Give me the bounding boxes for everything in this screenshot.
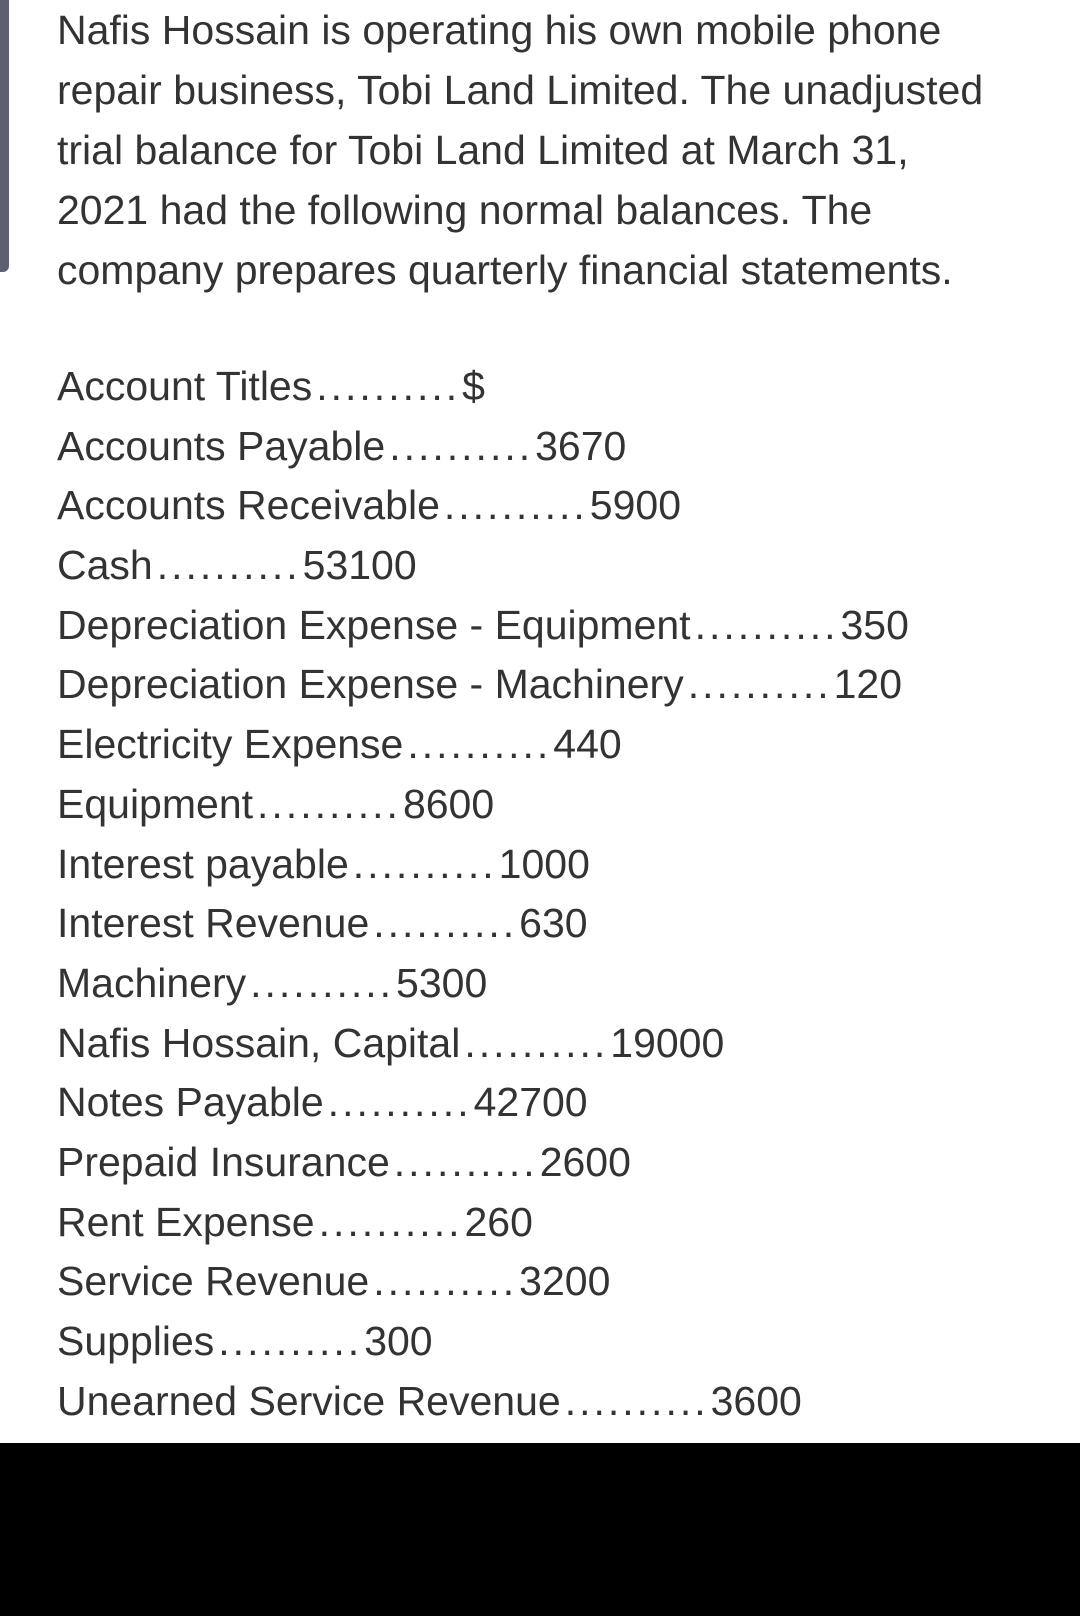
- dot-leader: ..........: [257, 780, 401, 827]
- account-value: 630: [519, 900, 588, 947]
- trial-balance-list: [57, 357, 1067, 1431]
- dot-leader: ..........: [250, 959, 395, 1006]
- account-value: 19000: [610, 1019, 725, 1066]
- dot-leader: ..........: [687, 661, 832, 708]
- account-value: $: [462, 363, 485, 409]
- dot-leader: ..........: [327, 1079, 472, 1126]
- account-label: Equipment: [57, 780, 254, 827]
- trial-balance-row: [57, 536, 1067, 596]
- account-value: 1000: [498, 840, 590, 887]
- account-value: 260: [464, 1198, 533, 1245]
- account-value: 3600: [710, 1377, 802, 1424]
- trial-balance-row: [57, 655, 1067, 715]
- dot-leader: ..........: [564, 1377, 709, 1424]
- account-label: Interest payable: [57, 840, 349, 887]
- account-value: 350: [840, 601, 909, 648]
- dot-leader: ..........: [373, 900, 518, 947]
- account-label: Nafis Hossain, Capital: [57, 1019, 461, 1066]
- account-label: Accounts Payable: [57, 422, 386, 469]
- account-value: 440: [553, 721, 622, 768]
- trial-balance-row: [57, 1193, 1067, 1253]
- dot-leader: ..........: [156, 542, 301, 589]
- trial-balance-row: [57, 894, 1067, 954]
- account-value: 5300: [396, 959, 488, 1006]
- account-label: Depreciation Expense - Machinery: [57, 661, 684, 708]
- trial-balance-row: [57, 954, 1067, 1014]
- dot-leader: ..........: [393, 1138, 538, 1185]
- trial-balance-row: [57, 417, 1067, 477]
- account-value: 3670: [535, 422, 627, 469]
- account-label: Electricity Expense: [57, 721, 404, 768]
- scroll-indicator[interactable]: [0, 0, 9, 272]
- account-label: Prepaid Insurance: [57, 1138, 390, 1185]
- account-value: 120: [833, 661, 903, 708]
- trial-balance-row: [57, 1372, 1067, 1432]
- dot-leader: ..........: [218, 1318, 363, 1364]
- account-label: Rent Expense: [57, 1198, 315, 1245]
- dot-leader: ..........: [443, 482, 588, 529]
- account-value: 8600: [402, 780, 495, 827]
- account-label: Interest Revenue: [57, 900, 370, 947]
- dot-leader: ..........: [352, 840, 497, 887]
- account-label: Depreciation Expense - Equipment: [57, 601, 691, 648]
- trial-balance-row: [57, 775, 1067, 835]
- dot-leader: ..........: [694, 601, 839, 648]
- account-value: 53100: [302, 542, 417, 589]
- trial-balance-header: [57, 357, 1067, 417]
- account-value: 5900: [589, 482, 682, 529]
- dot-leader: ..........: [389, 422, 534, 469]
- trial-balance-row: [57, 596, 1067, 656]
- intro-paragraph: Nafis Hossain is operating his own mobile phone repair business, Tobi Land Limited. The unadjusted trial balance for Tobi Land Limited at March 31, 2021 had the following normal balances. The company prepares quarterly financial statements.: [57, 7, 984, 293]
- trial-balance-row: [57, 715, 1067, 775]
- trial-balance-row: [57, 1312, 1067, 1372]
- trial-balance-row: [57, 1252, 1067, 1312]
- bottom-black-area: [0, 1443, 1080, 1616]
- account-label: Accounts Receivable: [57, 482, 440, 529]
- dot-leader: ..........: [407, 721, 552, 768]
- account-label: Unearned Service Revenue: [57, 1377, 561, 1424]
- trial-balance-row: [57, 476, 1067, 536]
- account-label: Machinery: [57, 959, 247, 1006]
- dot-leader: ..........: [316, 363, 461, 409]
- trial-balance-row: [57, 835, 1067, 895]
- dot-leader: ..........: [318, 1198, 463, 1245]
- account-label: Account Titles: [57, 363, 313, 409]
- account-label: Cash: [57, 542, 153, 589]
- account-value: 2600: [539, 1138, 631, 1185]
- account-label: Notes Payable: [57, 1079, 324, 1126]
- dot-leader: ..........: [464, 1019, 609, 1066]
- trial-balance-row: [57, 1133, 1067, 1193]
- account-value: 300: [364, 1318, 433, 1364]
- account-value: 42700: [473, 1079, 588, 1126]
- account-label: Supplies: [57, 1318, 215, 1364]
- trial-balance-row: [57, 1014, 1067, 1074]
- account-value: 3200: [519, 1258, 611, 1305]
- account-label: Service Revenue: [57, 1258, 370, 1305]
- trial-balance-row: [57, 1073, 1067, 1133]
- dot-leader: ..........: [373, 1258, 518, 1305]
